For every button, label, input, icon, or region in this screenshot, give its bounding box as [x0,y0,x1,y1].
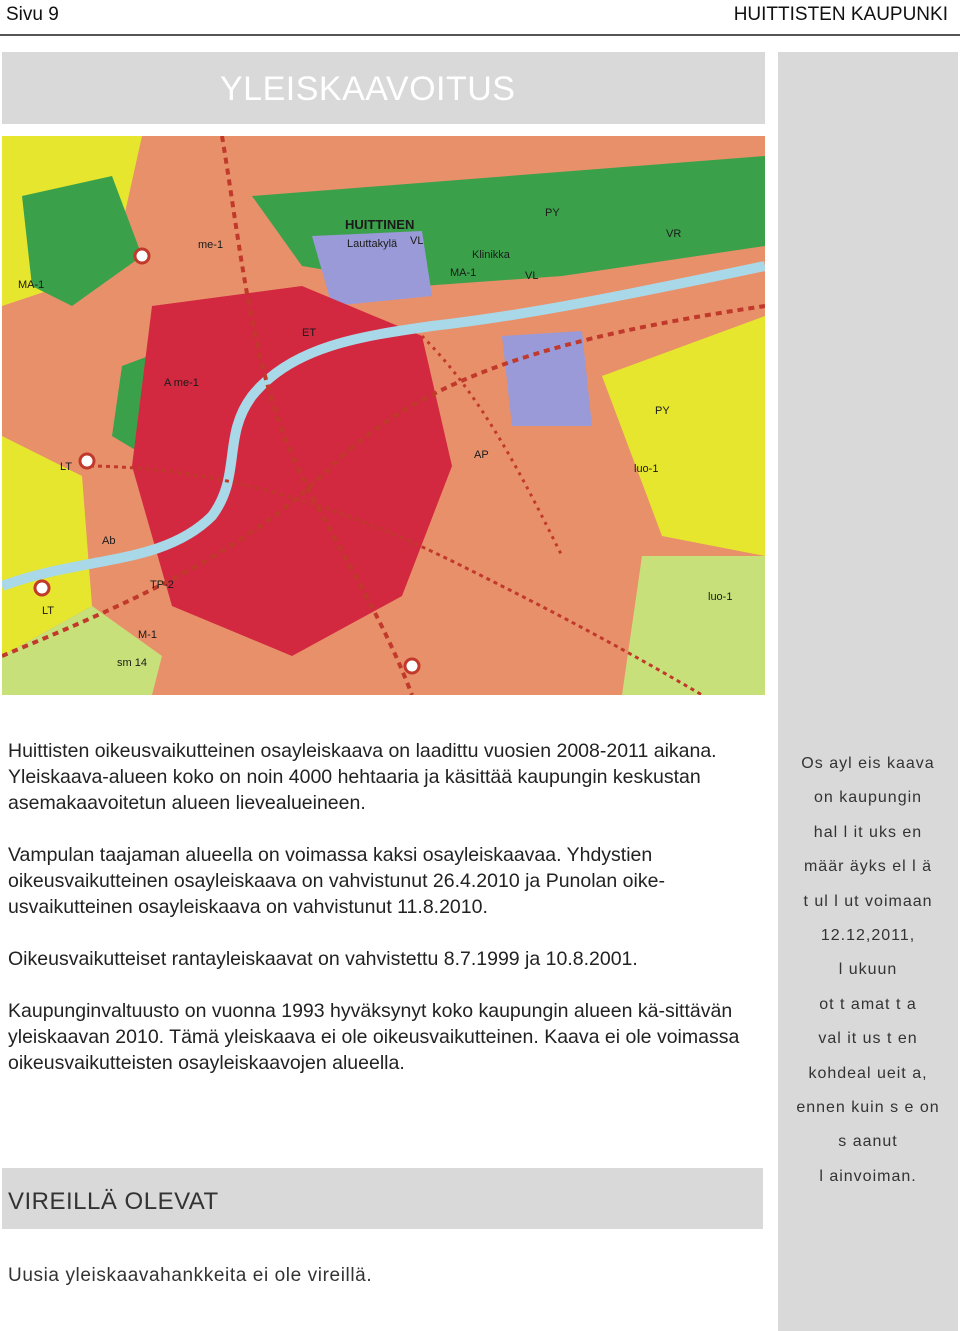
map-label-py-north: PY [545,207,560,219]
map-label-sm14: sm 14 [117,657,147,669]
map-zone-industry-c [502,331,592,426]
map-label-lt-west: LT [60,461,73,473]
map-junction-south [405,659,419,673]
map-junction-north [135,249,149,263]
map-label-a-me1: A me-1 [164,377,199,389]
map-label-ab: Ab [102,535,116,547]
paragraph-overview: Huittisten oikeusvaikutteinen osayleiskaava on laadittu vuosien 2008-2011 aikana. Yleiskaava-alueen koko on noin 4000 hehtaaria ja käsittää kaupungin keskustan asemakaavoitetun alueen lievealueineen. [8,740,717,814]
sidebar-panel [778,52,958,1331]
paragraph-general-plan: Kaupunginvaltuusto on vuonna 1993 hyväksynyt koko kaupungin alueen kä-sittävän yleiskaavan 2010. Tämä yleiskaava ei ole oikeusvaikutteinen. Kaava ei ole voimassa oikeusvaikutteisten osayleiskaavojen alueella. [8,1000,740,1074]
page-title: YLEISKAAVOITUS [220,70,516,108]
section-title: VIREILLÄ OLEVAT [8,1188,219,1215]
sidebar-note: Os ayl eis kaava on kaupungin hal l it uks en määr äyks el l ä t ul l ut voimaan 12.12,2011, l ukuun ot t amat t a val it us t en kohdeal ueit a, ennen kuin s e on s aanut l ainvoiman. [796,755,940,1185]
map-label-luo1: luo-1 [634,463,659,475]
map-label-ma1-north: MA-1 [450,267,477,279]
map-junction-sw [35,581,49,595]
page-number: Sivu 9 [6,4,59,25]
map-label-luo1-se: luo-1 [708,591,733,603]
organization-name: HUITTISTEN KAUPUNKI [733,4,948,25]
map-label-tp2: TP-2 [150,579,174,591]
master-plan-map [2,136,765,695]
map-label-py-east: PY [655,405,670,417]
map-label-lauttakyla: Lauttakylä [347,238,398,250]
body-text [8,738,768,1102]
map-label-ma1-west: MA-1 [18,279,45,291]
map-label-me1: me-1 [198,239,224,251]
map-label-huittinen: HUITTINEN [345,217,415,232]
header-divider [0,34,960,36]
paragraph-shore-plans: Oikeusvaikutteiset rantayleiskaavat on vahvistettu 8.7.1999 ja 10.8.2001. [8,948,638,970]
map-label-vr: VR [666,228,682,240]
map-junction-west [80,454,94,468]
map-label-klinikka: Klinikka [472,249,510,261]
paragraph-vampula: Vampulan taajaman alueella on voimassa kaksi osayleiskaavaa. Yhdystien oikeusvaikutteinen osayleiskaava on vahvistunut 26.4.2010 ja Punolan oike-usvaikutteinen osayleiskaava on vahvistunut 11.8.2010. [8,844,665,918]
map-label-lt-sw: LT [42,605,55,617]
map-label-et: ET [302,327,317,339]
map-label-ap: AP [474,449,489,461]
map-zone-forest-se [622,556,765,695]
map-label-m1: M-1 [138,629,157,641]
map-label-vl-center: VL [525,270,539,282]
section-text: Uusia yleiskaavahankkeita ei ole vireillä. [8,1265,373,1286]
map-label-vl-north: VL [410,235,424,247]
